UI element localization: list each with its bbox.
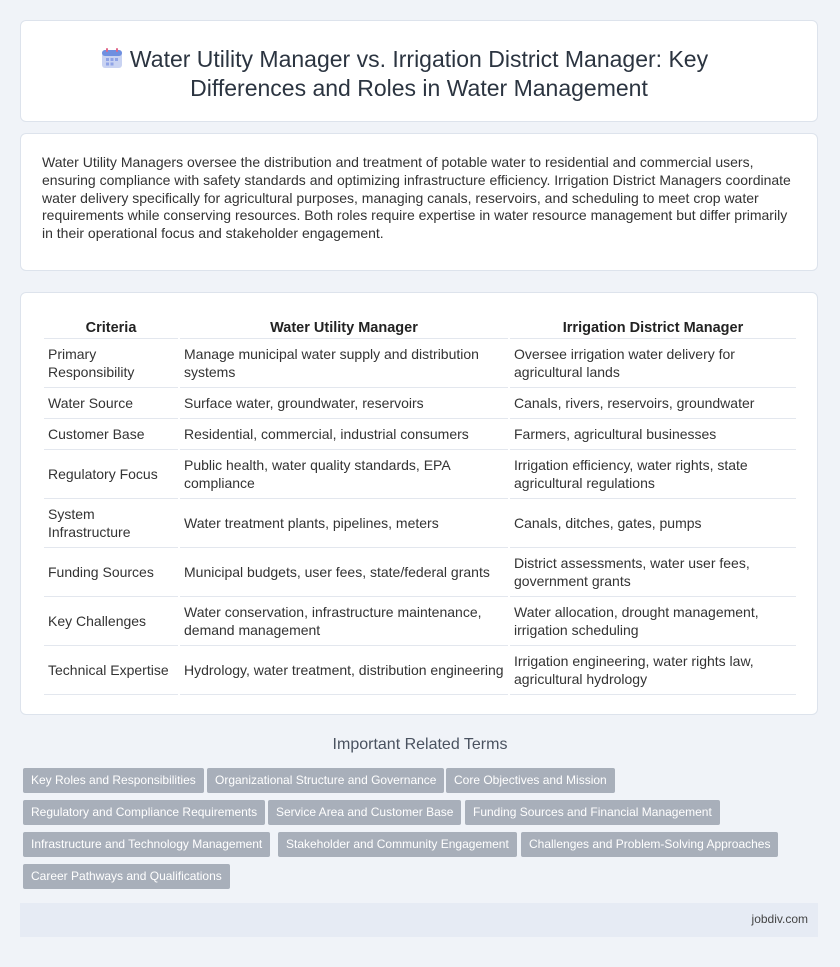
related-terms-title: Important Related Terms (332, 736, 508, 753)
header-criteria: Criteria (44, 317, 178, 339)
table-row (44, 499, 796, 548)
related-term-tag[interactable]: Challenges and Problem-Solving Approaches (521, 832, 778, 857)
row-criteria: Primary Responsibility (44, 339, 178, 388)
row-water-utility: Hydrology, water treatment, distribution engineering (180, 646, 508, 695)
row-criteria: System Infrastructure (44, 499, 178, 548)
row-irrigation-district: Canals, ditches, gates, pumps (510, 499, 796, 548)
row-irrigation-district: Canals, rivers, reservoirs, groundwater (510, 388, 796, 419)
row-water-utility: Surface water, groundwater, reservoirs (180, 388, 508, 419)
row-irrigation-district: Irrigation engineering, water rights law, agricultural hydrology (510, 646, 796, 695)
related-term-tag[interactable]: Regulatory and Compliance Requirements (23, 800, 265, 825)
footer-site-link[interactable]: jobdiv.com (751, 912, 808, 926)
table-row (44, 388, 796, 419)
title-card (20, 20, 818, 122)
related-term-tag[interactable]: Key Roles and Responsibilities (23, 768, 204, 793)
row-irrigation-district: District assessments, water user fees, government grants (510, 548, 796, 597)
row-irrigation-district: Oversee irrigation water delivery for agricultural lands (510, 339, 796, 388)
row-irrigation-district: Irrigation efficiency, water rights, state agricultural regulations (510, 450, 796, 499)
related-term-tag[interactable]: Infrastructure and Technology Management (23, 832, 270, 857)
related-term-tag[interactable]: Service Area and Customer Base (268, 800, 461, 825)
related-term-tag[interactable]: Core Objectives and Mission (446, 768, 615, 793)
row-water-utility: Municipal budgets, user fees, state/federal grants (180, 548, 508, 597)
row-criteria: Technical Expertise (44, 646, 178, 695)
header-water-utility-manager: Water Utility Manager (180, 317, 508, 339)
row-water-utility: Public health, water quality standards, EPA compliance (180, 450, 508, 499)
header-irrigation-district-manager: Irrigation District Manager (510, 317, 796, 339)
row-irrigation-district: Water allocation, drought management, irrigation scheduling (510, 597, 796, 646)
row-water-utility: Water treatment plants, pipelines, meters (180, 499, 508, 548)
row-water-utility: Residential, commercial, industrial consumers (180, 419, 508, 450)
intro-text: Water Utility Managers oversee the distribution and treatment of potable water to residential and commercial users, ensuring compliance with safety standards and optimizing infrastructure efficiency. Irrigation District Managers coordinate water delivery specifically for agricultural purposes, managing canals, reservoirs, and scheduling to meet crop water requirements while conserving resources. Both roles require expertise in water resource management but differ primarily in their operational focus and stakeholder engagement. (42, 154, 791, 242)
row-water-utility: Water conservation, infrastructure maintenance, demand management (180, 597, 508, 646)
intro-card (20, 133, 818, 271)
footer (20, 903, 818, 937)
comparison-card (20, 292, 818, 715)
row-criteria: Funding Sources (44, 548, 178, 597)
row-criteria: Customer Base (44, 419, 178, 450)
table-row (44, 646, 796, 695)
row-water-utility: Manage municipal water supply and distribution systems (180, 339, 508, 388)
row-criteria: Key Challenges (44, 597, 178, 646)
comparison-table (42, 317, 798, 695)
related-term-tag[interactable]: Stakeholder and Community Engagement (278, 832, 517, 857)
table-row (44, 339, 796, 388)
row-irrigation-district: Farmers, agricultural businesses (510, 419, 796, 450)
row-criteria: Regulatory Focus (44, 450, 178, 499)
related-term-tag[interactable]: Organizational Structure and Governance (207, 768, 444, 793)
related-term-tag[interactable]: Funding Sources and Financial Management (465, 800, 720, 825)
row-criteria: Water Source (44, 388, 178, 419)
page-title: Water Utility Manager vs. Irrigation District Manager: Key Differences and Roles in Water Management (129, 46, 709, 101)
table-row (44, 548, 796, 597)
table-row (44, 419, 796, 450)
table-row (44, 597, 796, 646)
table-row (44, 450, 796, 499)
related-term-tag[interactable]: Career Pathways and Qualifications (23, 864, 230, 889)
